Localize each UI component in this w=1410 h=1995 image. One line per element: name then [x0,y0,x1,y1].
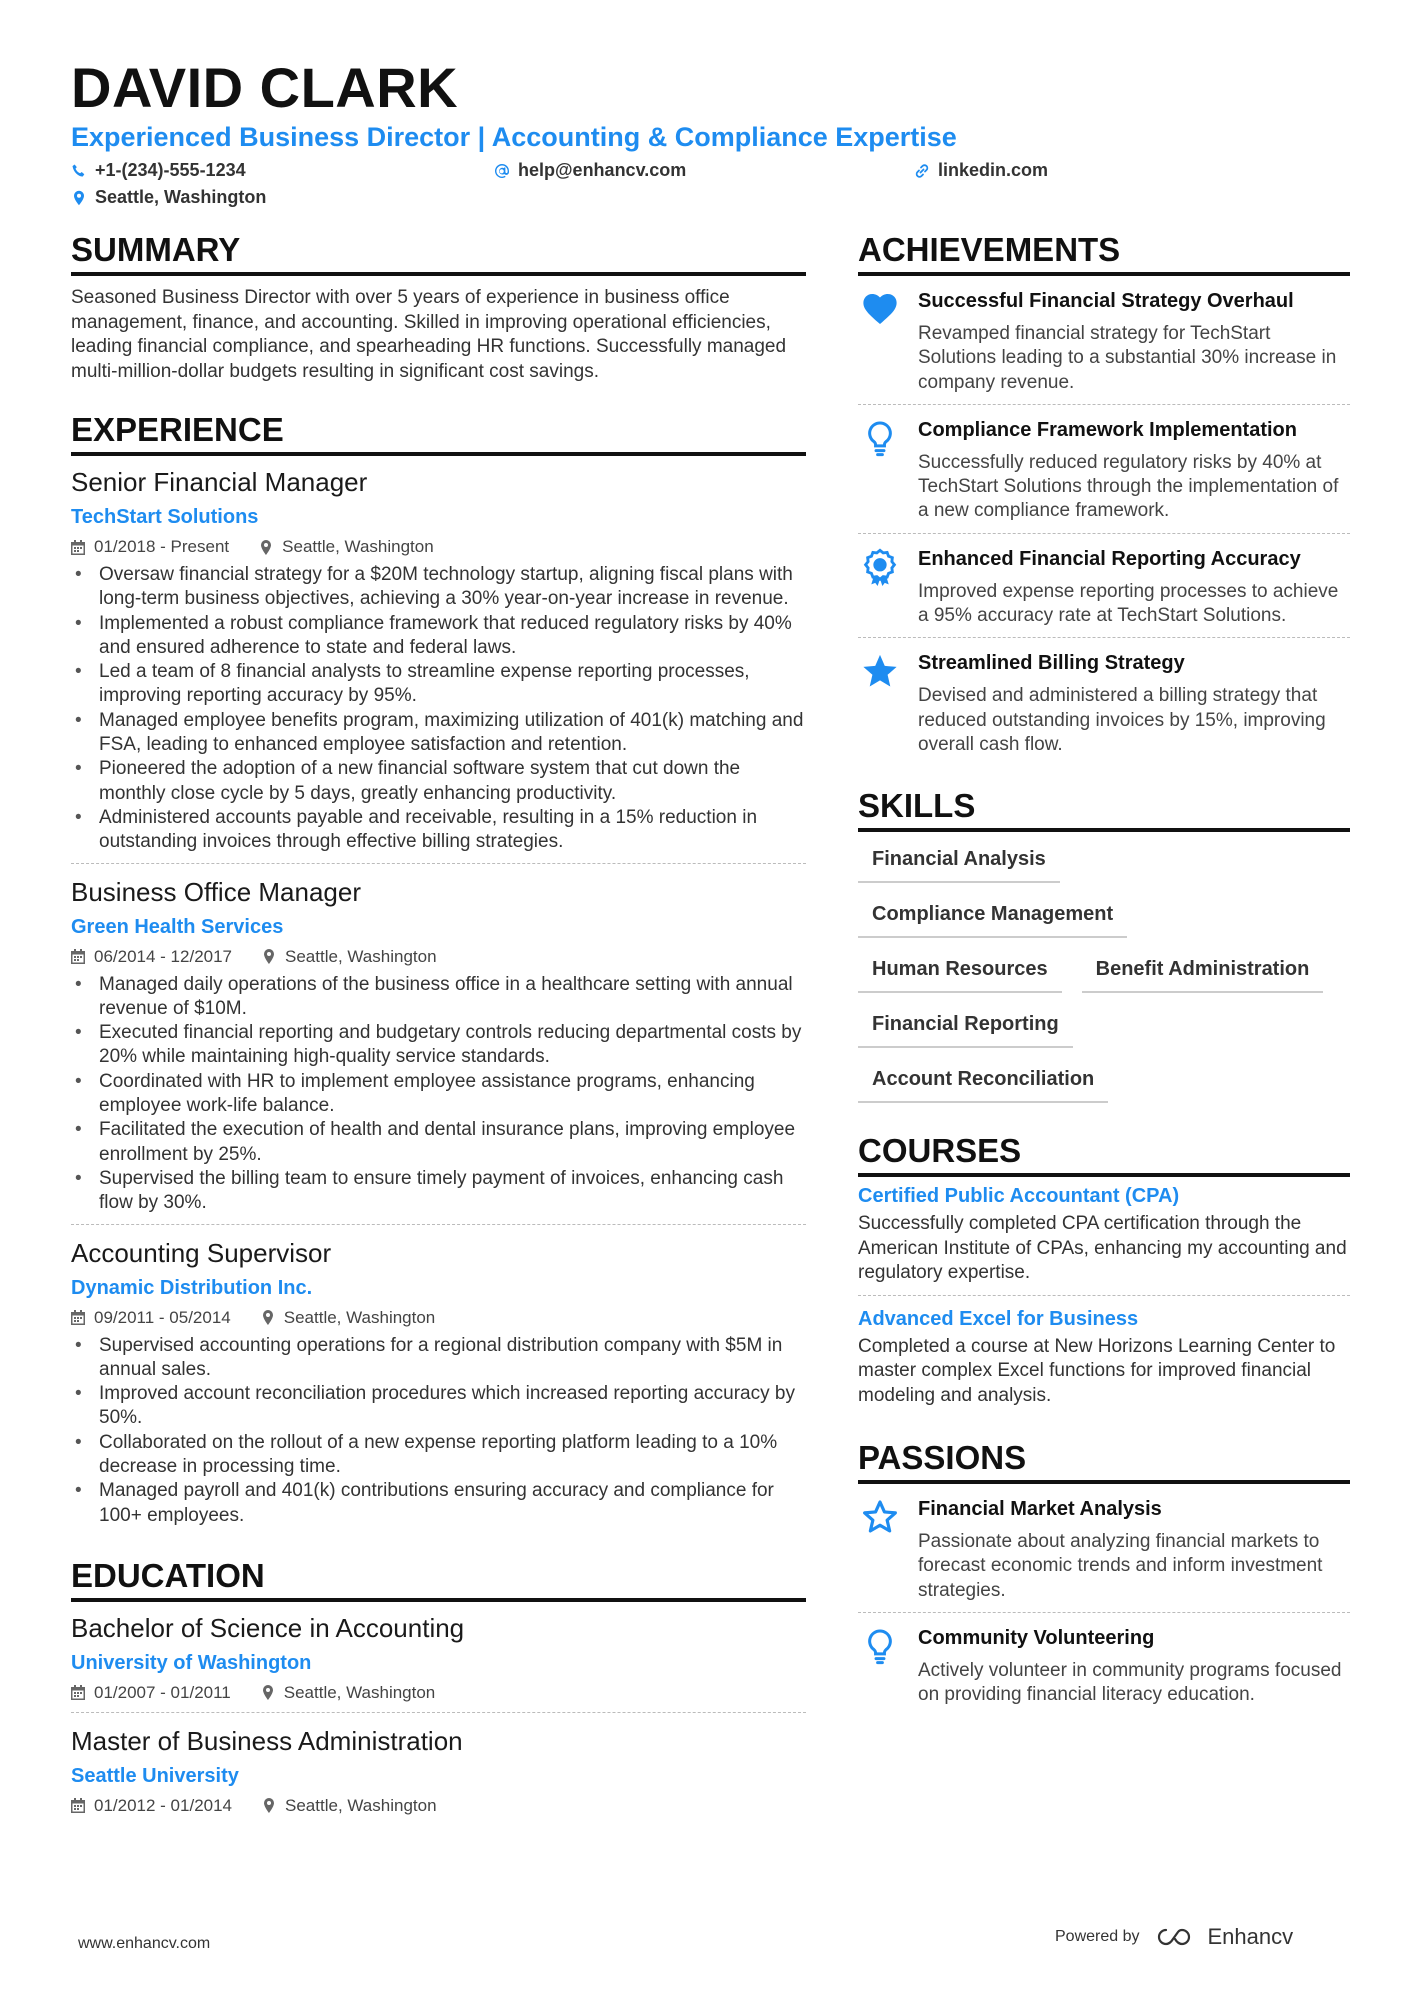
calendar-icon [71,949,85,964]
job-location-text: Seattle, Washington [282,537,434,556]
calendar-icon [71,1685,85,1700]
job-dates [71,1307,231,1329]
bullet-item: • Managed daily operations of the business office in a healthcare setting with annual revenue of $10M. [71,973,806,1022]
bullet-item: • Oversaw financial strategy for a $20M technology startup, aligning fiscal plans with long-term business objectives, achieving a 30% year-on-year increase in revenue. [71,563,806,612]
bullet-item: • Managed payroll and 401(k) contributions ensuring accuracy and compliance for 100+ employees. [71,1479,806,1528]
contact-location [71,187,266,208]
achievement-item [858,533,1350,638]
job-entry [71,863,806,1224]
bullet-item: • Led a team of 8 financial analysts to streamline expense reporting processes, improving reporting accuracy by 95%. [71,660,806,709]
skills-section [858,786,1350,1103]
job-role: Business Office Manager [71,876,361,907]
achievement-desc: Successfully reduced regulatory risks by 40% at TechStart Solutions through the implementation of a new compliance framework. [918,451,1339,522]
location-icon [259,540,273,555]
star-icon [858,650,902,757]
brand-name: Enhancv [1207,1924,1294,1949]
job-location-text: Seattle, Washington [283,1307,436,1327]
passion-title: Financial Market Analysis [918,1498,1162,1521]
achievement-item [858,404,1350,533]
bullet-item: • Executed financial reporting and budgetary controls reducing departmental costs by 20% while maintaining high-quality service standards. [71,1021,806,1070]
course-item [858,1295,1350,1418]
education-title: EDUCATION [71,1556,806,1602]
bullet-item: • Facilitated the execution of health and dental insurance plans, improving employee enrollment by 25%. [71,1118,806,1167]
job-location [259,536,434,558]
lightbulb-icon [858,417,902,524]
job-location [261,1307,436,1329]
calendar-icon [71,1798,85,1813]
passion-item [858,1612,1350,1717]
job-entry [71,466,806,863]
bullet-item: • Collaborated on the rollout of a new expense reporting platform leading to a 10% decrease in processing time. [71,1431,806,1480]
passions-title: PASSIONS [858,1438,1350,1484]
education-degree: Master of Business Administration [71,1725,463,1756]
job-company: Dynamic Distribution Inc. [71,1276,313,1299]
achievement-title: Compliance Framework Implementation [918,418,1297,441]
linkedin-text: linkedin.com [938,160,1049,180]
job-meta [71,1307,806,1329]
course-item [858,1183,1350,1295]
phone-icon [71,163,87,179]
location-icon [262,949,276,964]
passion-desc: Passionate about analyzing financial markets to forecast economic trends and inform investment strategies. [918,1531,1323,1601]
course-desc: Completed a course at New Horizons Learning Center to master complex Excel functions for improved financial modeling and analysis. [858,1336,1336,1406]
education-location-text: Seattle, Washington [285,1795,437,1815]
award-icon [858,546,902,629]
achievements-title: ACHIEVEMENTS [858,230,1350,276]
job-role: Accounting Supervisor [71,1237,332,1268]
achievements-section [858,230,1350,766]
bullet-item: • Supervised accounting operations for a regional distribution company with $5M in annual sales. [71,1334,806,1383]
education-dates [71,1795,232,1817]
education-degree: Bachelor of Science in Accounting [71,1612,465,1643]
achievement-desc: Improved expense reporting processes to achieve a 95% accuracy rate at TechStart Solutions. [918,580,1339,627]
email-text: help@enhancv.com [518,160,687,180]
course-title: Certified Public Accountant (CPA) [858,1185,1180,1208]
bullet-item: • Administered accounts payable and receivable, resulting in a 15% reduction in outstanding invoices through effective billing strategies. [71,806,806,855]
education-dates-text: 01/2012 - 01/2014 [94,1795,233,1815]
achievement-desc: Revamped financial strategy for TechStart Solutions leading to a substantial 30% increase in company revenue. [918,323,1337,393]
job-entry [71,1224,806,1536]
job-bullets [71,563,806,855]
location-text: Seattle, Washington [95,187,267,207]
job-dates-text: 09/2011 - 05/2014 [94,1307,231,1327]
heart-icon [858,288,902,395]
job-company: Green Health Services [71,915,284,938]
achievement-item [858,276,1350,404]
location-icon [262,1798,276,1813]
headline: Experienced Business Director | Accounting & Compliance Expertise [71,122,957,152]
left-column [71,230,806,1825]
experience-section [71,410,806,1536]
education-entry [71,1612,806,1712]
contact-email[interactable] [494,160,686,181]
star-outline-icon [858,1496,902,1603]
job-meta [71,946,806,968]
footer-website[interactable]: www.enhancv.com [78,1935,211,1952]
education-meta [71,1795,806,1817]
skill-tag: Benefit Administration [1082,952,1324,993]
location-icon [261,1685,275,1700]
job-company: TechStart Solutions [71,506,259,528]
right-column [858,230,1350,1717]
achievement-title: Streamlined Billing Strategy [918,652,1185,675]
summary-section [71,230,806,384]
courses-title: COURSES [858,1131,1350,1177]
passion-desc: Actively volunteer in community programs focused on providing financial literacy education. [918,1659,1342,1706]
education-location [261,1682,436,1704]
summary-title: SUMMARY [71,230,806,276]
education-dates-text: 01/2007 - 01/2011 [94,1682,231,1702]
course-desc: Successfully completed CPA certification through the American Institute of CPAs, enhancing my accounting and regulatory expertise. [858,1213,1347,1283]
job-location-text: Seattle, Washington [285,946,437,966]
education-school: Seattle University [71,1764,239,1787]
bullet-item: • Coordinated with HR to implement employee assistance programs, enhancing employee work-life balance. [71,1070,806,1119]
skill-tag: Financial Reporting [858,1007,1073,1048]
experience-title: EXPERIENCE [71,410,806,456]
calendar-icon [71,540,85,555]
job-dates [71,536,229,558]
contact-linkedin[interactable] [914,160,1048,181]
achievement-title: Enhanced Financial Reporting Accuracy [918,547,1301,570]
education-entry [71,1712,806,1825]
education-school: University of Washington [71,1651,312,1674]
job-meta [71,536,806,558]
achievement-title: Successful Financial Strategy Overhaul [918,290,1294,312]
bullet-item: • Pioneered the adoption of a new financial software system that cut down the monthly close cycle by 5 days, greatly enhancing productivity. [71,757,806,806]
job-bullets [71,973,806,1216]
passion-item [858,1484,1350,1612]
education-location-text: Seattle, Washington [283,1682,436,1702]
summary-text: Seasoned Business Director with over 5 years of experience in business office management, finance, and accounting. Skilled in improving operational efficiencies, leading financial compliance, and spearheading HR functions. Successfully managed multi-million-dollar budgets resulting in significant cost savings. [71,287,787,382]
location-icon [261,1310,275,1325]
course-title: Advanced Excel for Business [858,1308,1139,1331]
achievement-desc: Devised and administered a billing strategy that reduced outstanding invoices by 15%, improving overall cash flow. [918,685,1326,755]
skill-tag: Human Resources [858,952,1062,993]
passion-title: Community Volunteering [918,1626,1155,1649]
bullet-item: • Supervised the billing team to ensure timely payment of invoices, enhancing cash flow by 30%. [71,1167,806,1216]
bullet-item: • Implemented a robust compliance framework that reduced regulatory risks by 40% and ensured adherence to state and federal laws. [71,612,806,661]
job-location [262,946,437,968]
job-role: Senior Financial Manager [71,467,368,497]
bullet-item: • Managed employee benefits program, maximizing utilization of 401(k) matching and FSA, leading to enhanced employee satisfaction and retention. [71,709,806,758]
skill-tag: Financial Analysis [858,842,1060,883]
candidate-name: DAVID CLARK [71,56,459,119]
job-dates-text: 01/2018 - Present [94,537,230,556]
skills-list [858,842,1350,1103]
skill-tag: Compliance Management [858,897,1127,938]
bullet-item: • Improved account reconciliation procedures which increased reporting accuracy by 50%. [71,1382,806,1431]
courses-section [858,1131,1350,1418]
passions-section [858,1438,1350,1716]
enhancv-logo[interactable] [1156,1924,1294,1950]
lightbulb-icon [858,1625,902,1708]
calendar-icon [71,1310,85,1325]
skills-title: SKILLS [858,786,1350,832]
job-bullets [71,1334,806,1528]
phone-text: +1-(234)-555-1234 [95,160,246,180]
link-icon [914,163,930,179]
education-meta [71,1682,806,1704]
job-dates-text: 06/2014 - 12/2017 [94,946,233,966]
job-dates [71,946,232,968]
footer-branding [1055,1924,1293,1950]
education-section [71,1556,806,1825]
powered-by-text: Powered by [1055,1928,1140,1945]
skill-tag: Account Reconciliation [858,1062,1108,1103]
at-icon [494,163,510,179]
location-icon [71,190,87,206]
achievement-item [858,637,1350,766]
enhancv-logo-icon [1156,1925,1200,1949]
education-location [262,1795,437,1817]
education-dates [71,1682,231,1704]
contact-phone [71,160,246,181]
